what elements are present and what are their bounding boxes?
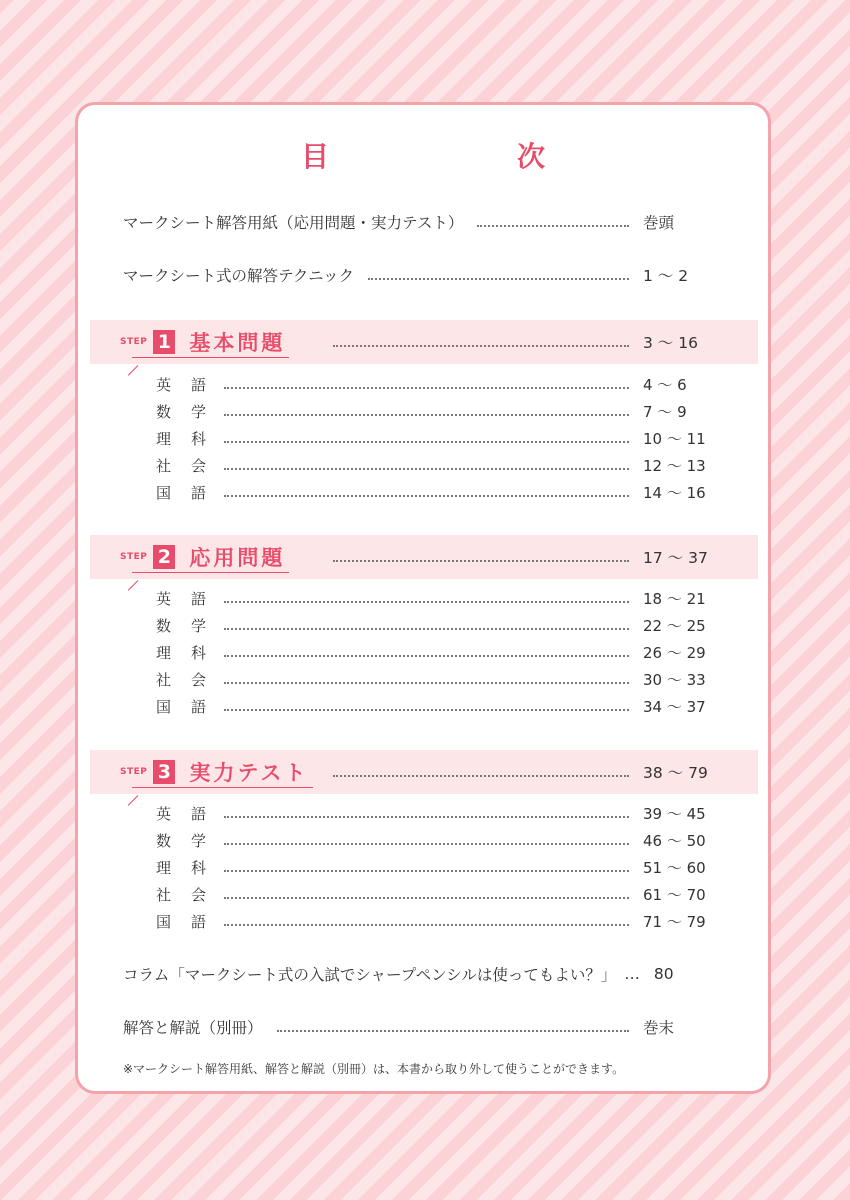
step-underline xyxy=(132,787,313,788)
toc-subject-row[interactable] xyxy=(156,881,723,907)
step-word: STEP xyxy=(120,337,148,347)
toc-subject-row[interactable] xyxy=(156,854,723,880)
toc-subject-row[interactable] xyxy=(156,908,723,934)
subject-char: 数 xyxy=(156,616,172,635)
subject-pages: 34 ～ 37 xyxy=(643,697,706,716)
toc-entry-technique[interactable] xyxy=(123,262,723,288)
subject-pages: 61 ～ 70 xyxy=(643,885,706,904)
toc-entry-answers[interactable] xyxy=(123,1014,723,1040)
page-title: 目 次 xyxy=(300,140,625,173)
step-1-heading[interactable] xyxy=(120,320,285,364)
leader-dots: … xyxy=(624,965,640,983)
step-title: 実力テスト xyxy=(189,761,309,785)
subject-pages: 26 ～ 29 xyxy=(643,643,706,662)
entry-pages: 1 ～ 2 xyxy=(643,267,689,285)
toc-subject-row[interactable] xyxy=(156,398,723,424)
toc-subject-row[interactable] xyxy=(156,371,723,397)
toc-subject-row[interactable] xyxy=(156,612,723,638)
subject-char: 社 xyxy=(156,885,172,904)
leader-dots xyxy=(224,387,629,389)
entry-pages: 巻末 xyxy=(643,1019,675,1037)
subject-char: 社 xyxy=(156,670,172,689)
step-slash xyxy=(128,580,139,591)
step-number-badge: 2 xyxy=(153,545,175,569)
leader-dots xyxy=(224,441,629,443)
leader-dots xyxy=(224,843,629,845)
leader-dots xyxy=(333,775,629,777)
subject-pages: 51 ～ 60 xyxy=(643,858,706,877)
subject-char: 語 xyxy=(190,375,206,394)
subject-char: 社 xyxy=(156,456,172,475)
step-word: STEP xyxy=(120,767,148,777)
step-slash xyxy=(128,365,139,376)
step-3-pages-row xyxy=(333,750,723,794)
subject-pages: 18 ～ 21 xyxy=(643,589,706,608)
subject-char: 語 xyxy=(190,697,206,716)
leader-dots xyxy=(333,345,629,347)
leader-dots xyxy=(224,655,629,657)
subject-char: 会 xyxy=(190,885,206,904)
subject-char: 数 xyxy=(156,402,172,421)
toc-subject-row[interactable] xyxy=(156,452,723,478)
subject-char: 科 xyxy=(190,643,206,662)
subject-char: 理 xyxy=(156,858,172,877)
leader-dots xyxy=(224,816,629,818)
subject-char: 会 xyxy=(190,670,206,689)
subject-pages: 10 ～ 11 xyxy=(643,429,706,448)
subject-char: 国 xyxy=(156,483,172,502)
leader-dots xyxy=(224,414,629,416)
leader-dots xyxy=(224,628,629,630)
subject-char: 理 xyxy=(156,429,172,448)
subject-char: 科 xyxy=(190,858,206,877)
step-slash xyxy=(128,795,139,806)
entry-label: マークシート式の解答テクニック xyxy=(123,267,354,285)
step-underline xyxy=(132,357,289,358)
subject-char: 英 xyxy=(156,375,172,394)
contents-card xyxy=(75,102,771,1094)
toc-entry-column[interactable] xyxy=(123,961,723,987)
leader-dots xyxy=(224,897,629,899)
leader-dots xyxy=(224,682,629,684)
toc-subject-row[interactable] xyxy=(156,666,723,692)
step-2-heading[interactable] xyxy=(120,535,285,579)
toc-subject-row[interactable] xyxy=(156,639,723,665)
leader-dots xyxy=(477,225,629,227)
subject-pages: 12 ～ 13 xyxy=(643,456,706,475)
step-number-badge: 3 xyxy=(153,760,175,784)
toc-subject-row[interactable] xyxy=(156,585,723,611)
toc-subject-row[interactable] xyxy=(156,479,723,505)
leader-dots xyxy=(224,601,629,603)
subject-char: 理 xyxy=(156,643,172,662)
subject-char: 語 xyxy=(190,589,206,608)
step-word: STEP xyxy=(120,552,148,562)
subject-pages: 30 ～ 33 xyxy=(643,670,706,689)
subject-char: 数 xyxy=(156,831,172,850)
subject-pages: 22 ～ 25 xyxy=(643,616,706,635)
step-pages: 3 ～ 16 xyxy=(643,334,698,352)
leader-dots xyxy=(333,560,629,562)
subject-char: 英 xyxy=(156,804,172,823)
toc-subject-row[interactable] xyxy=(156,800,723,826)
subject-char: 学 xyxy=(190,402,206,421)
step-2-pages-row xyxy=(333,535,723,579)
subject-pages: 4 ～ 6 xyxy=(643,375,687,394)
toc-subject-row[interactable] xyxy=(156,827,723,853)
step-title: 応用問題 xyxy=(189,546,286,570)
subject-pages: 39 ～ 45 xyxy=(643,804,706,823)
subject-char: 語 xyxy=(190,804,206,823)
toc-entry-answer-sheet[interactable] xyxy=(123,209,723,235)
subject-char: 語 xyxy=(190,912,206,931)
step-1-pages-row xyxy=(333,320,723,364)
entry-label: マークシート解答用紙（応用問題・実力テスト） xyxy=(123,214,464,232)
subject-pages: 14 ～ 16 xyxy=(643,483,706,502)
entry-pages: 巻頭 xyxy=(643,214,675,232)
toc-subject-row[interactable] xyxy=(156,425,723,451)
subject-char: 会 xyxy=(190,456,206,475)
leader-dots xyxy=(224,495,629,497)
subject-char: 科 xyxy=(190,429,206,448)
leader-dots xyxy=(277,1030,629,1032)
leader-dots xyxy=(224,468,629,470)
step-3-heading[interactable] xyxy=(120,750,309,794)
subject-char: 英 xyxy=(156,589,172,608)
subject-char: 語 xyxy=(190,483,206,502)
leader-dots xyxy=(224,870,629,872)
entry-label: 解答と解説（別冊） xyxy=(123,1019,263,1037)
step-pages: 17 ～ 37 xyxy=(643,549,708,567)
subject-char: 学 xyxy=(190,616,206,635)
subject-char: 学 xyxy=(190,831,206,850)
leader-dots xyxy=(224,709,629,711)
subject-char: 国 xyxy=(156,912,172,931)
entry-pages: 80 xyxy=(653,965,674,983)
footnote: ※マークシート解答用紙、解答と解説（別冊）は、本書から取り外して使うことができます。 xyxy=(123,1062,625,1076)
step-title: 基本問題 xyxy=(189,331,286,355)
step-number-badge: 1 xyxy=(153,330,175,354)
leader-dots xyxy=(224,924,629,926)
subject-pages: 46 ～ 50 xyxy=(643,831,706,850)
subject-char: 国 xyxy=(156,697,172,716)
subject-pages: 7 ～ 9 xyxy=(643,402,687,421)
subject-pages: 71 ～ 79 xyxy=(643,912,706,931)
leader-dots xyxy=(368,278,629,280)
step-underline xyxy=(132,572,289,573)
step-pages: 38 ～ 79 xyxy=(643,764,708,782)
entry-label: コラム「マークシート式の入試でシャープペンシルは使ってもよい？」 xyxy=(123,966,617,984)
toc-subject-row[interactable] xyxy=(156,693,723,719)
